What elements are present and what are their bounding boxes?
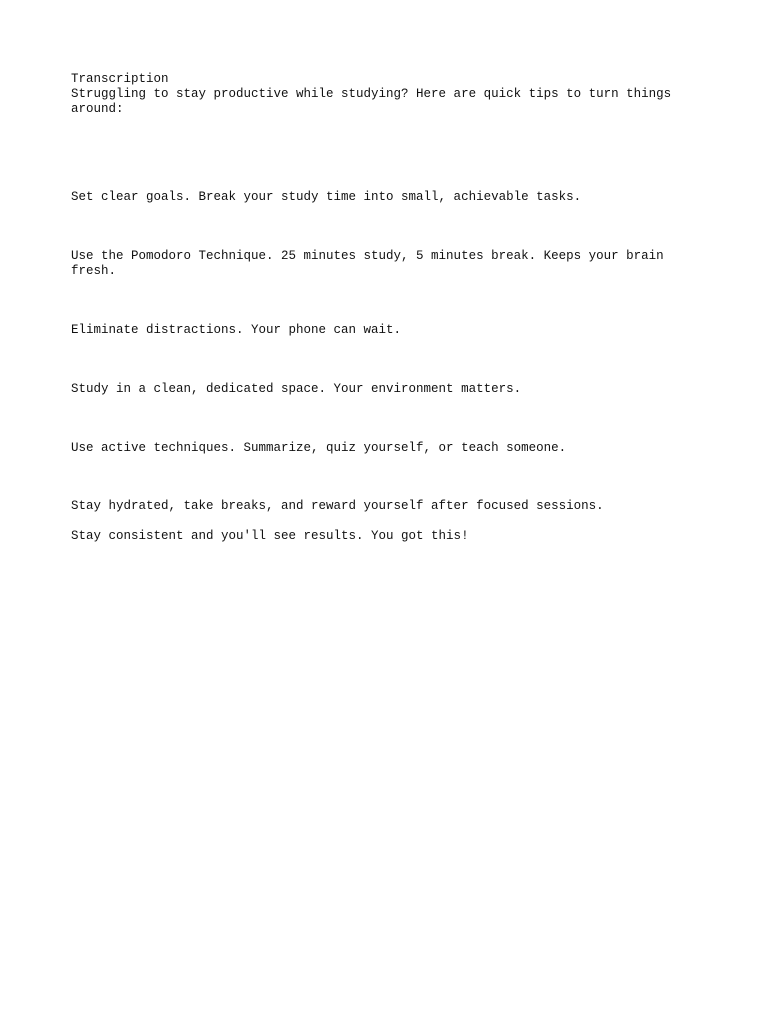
tip-item: Eliminate distractions. Your phone can wait.: [71, 323, 402, 337]
document-body: [71, 72, 691, 544]
tip-item: Use the Pomodoro Technique. 25 minutes study, 5 minutes break. Keeps your brain fresh.: [71, 249, 664, 278]
tip-item: Study in a clean, dedicated space. Your environment matters.: [71, 382, 522, 396]
tip-item: Set clear goals. Break your study time into small, achievable tasks.: [71, 190, 582, 204]
document-heading: Transcription: [71, 72, 169, 86]
intro-paragraph: Struggling to stay productive while studying? Here are quick tips to turn things around:: [71, 87, 672, 116]
tip-item: Stay hydrated, take breaks, and reward yourself after focused sessions.: [71, 499, 604, 513]
tip-item: Use active techniques. Summarize, quiz yourself, or teach someone.: [71, 441, 567, 455]
closing-paragraph: Stay consistent and you'll see results. You got this!: [71, 529, 469, 543]
